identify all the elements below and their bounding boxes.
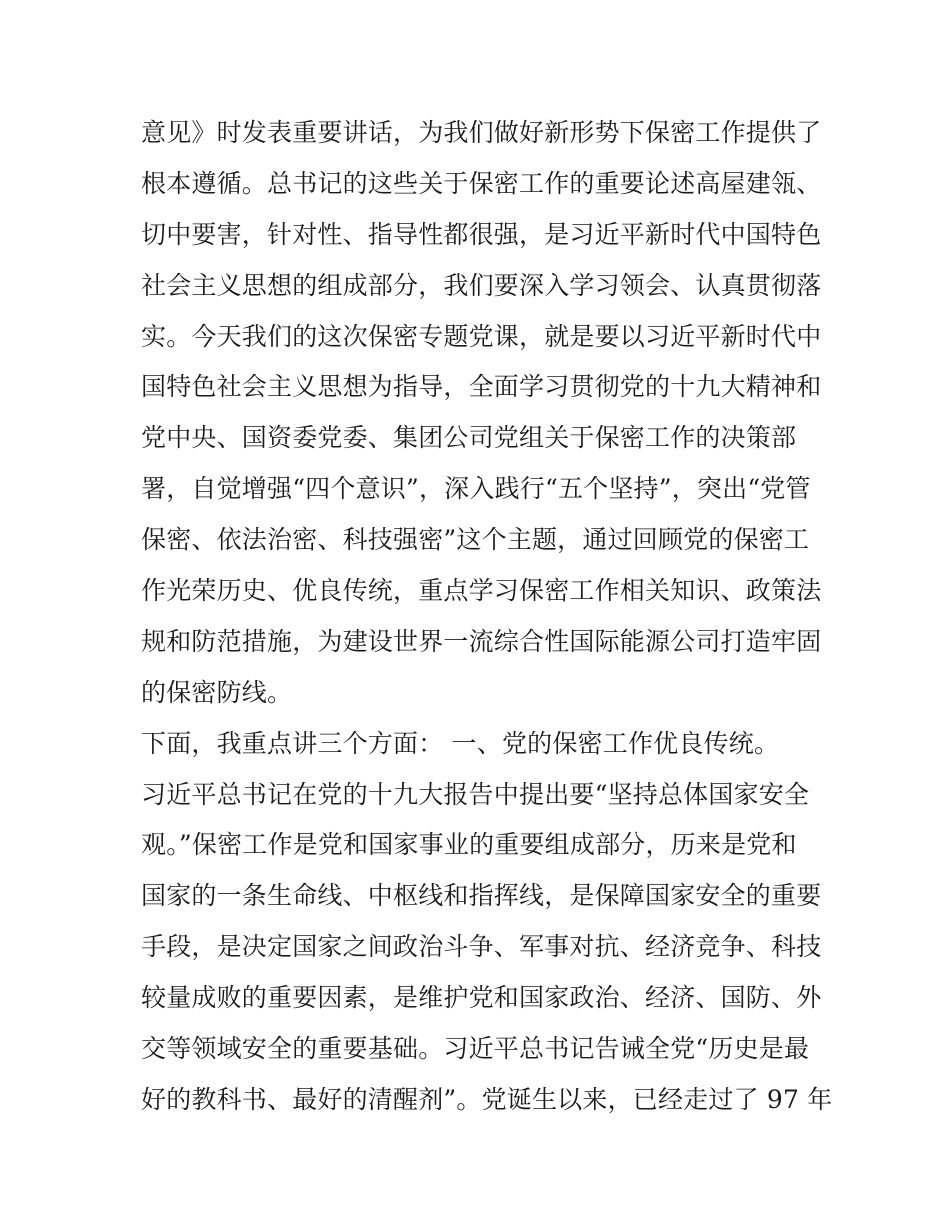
text-line: 党中央、国资委党委、集团公司党组关于保密工作的决策部 [141, 423, 797, 453]
text-line: 署，自觉增强“四个意识”，深入践行“五个坚持”，突出“党管 [141, 474, 811, 504]
text-line: 下面，我重点讲三个方面： 一、党的保密工作优良传统。 [141, 728, 780, 758]
text-line: 较量成败的重要因素，是维护党和国家政治、经济、国防、外 [141, 983, 822, 1013]
text-line: 习近平总书记在党的十九大报告中提出要“坚持总体国家安全 [141, 779, 810, 809]
text-line: 好的教科书、最好的清醒剂”。党诞生以来，已经走过了 97 年 [141, 1084, 833, 1114]
text-line: 根本遵循。总书记的这些关于保密工作的重要论述高屋建瓴、 [141, 168, 822, 198]
text-line: 观。”保密工作是党和国家事业的重要组成部分，历来是党和 [141, 830, 797, 860]
text-line: 手段，是决定国家之间政治斗争、军事对抗、经济竞争、科技 [141, 932, 822, 962]
text-line: 实。今天我们的这次保密专题党课，就是要以习近平新时代中 [141, 321, 822, 351]
text-line: 规和防范措施，为建设世界一流综合性国际能源公司打造牢固 [141, 626, 822, 656]
text-line: 保密、依法治密、科技强密”这个主题，通过回顾党的保密工 [141, 525, 810, 555]
text-line: 切中要害，针对性、指导性都很强，是习近平新时代中国特色 [141, 219, 822, 249]
text-line: 的保密防线。 [141, 677, 293, 707]
text-line: 国特色社会主义思想为指导，全面学习贯彻党的十九大精神和 [141, 372, 822, 402]
text-line: 社会主义思想的组成部分，我们要深入学习领会、认真贯彻落 [141, 270, 822, 300]
body-text [141, 108, 833, 1126]
text-line: 作光荣历史、优良传统，重点学习保密工作相关知识、政策法 [141, 576, 822, 606]
text-line: 意见》时发表重要讲话，为我们做好新形势下保密工作提供了 [141, 118, 822, 147]
text-line: 国家的一条生命线、中枢线和指挥线，是保障国家安全的重要 [141, 881, 822, 911]
text-line: 交等领域安全的重要基础。习近平总书记告诫全党“历史是最 [141, 1034, 810, 1064]
